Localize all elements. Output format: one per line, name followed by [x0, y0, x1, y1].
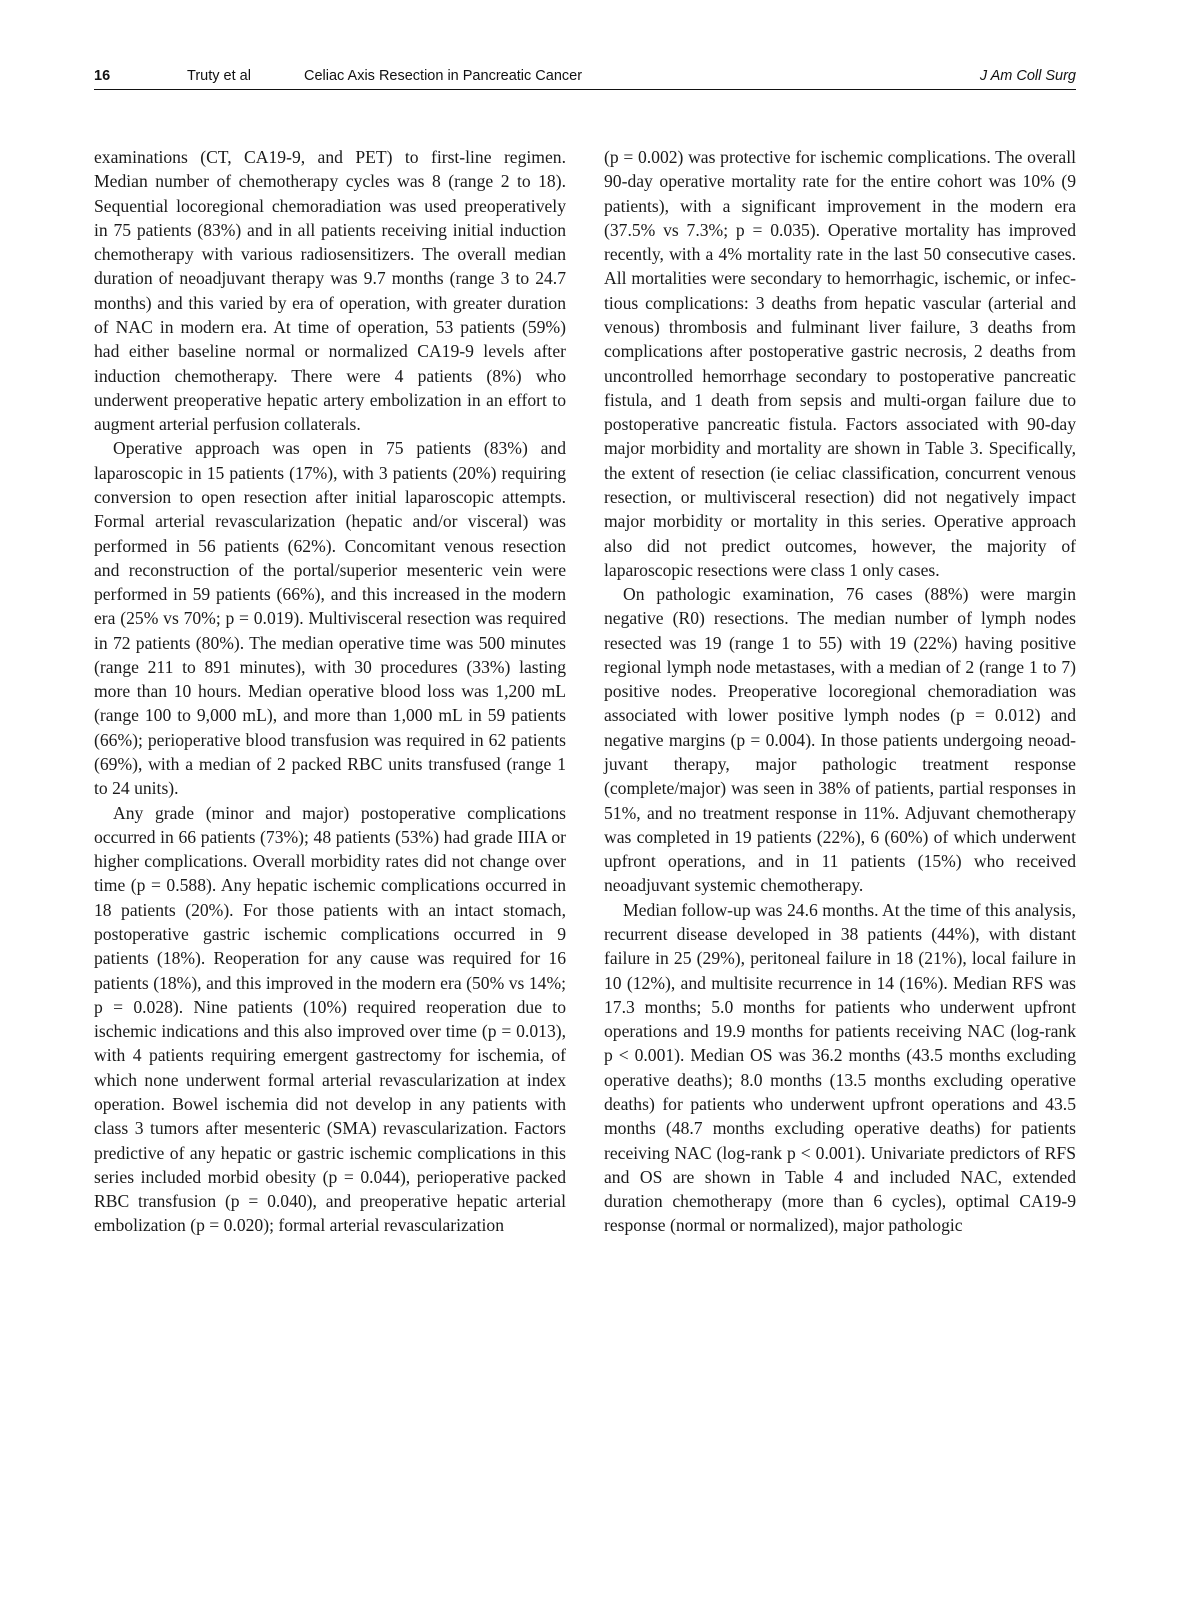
paragraph-neoadjuvant-continued: examinations (CT, CA19-9, and PET) to first-line regimen. Median number of chemotherapy cycles was 8 (range 2 to 18). Sequential locoregional chemoradiation was used preoperatively in 75 patients (83%) and in all patients receiving initial induction chemotherapy with various radiosensitizers. The overall median duration of neoadjuvant therapy was 9.7 months (range 3 to 24.7 months) and this varied by era of operation, with greater duration of NAC in modern era. At time of operation, 53 patients (59%) had either baseline normal or normalized CA19-9 levels after induction chemotherapy. There were 4 patients (8%) who underwent preoperative hepatic artery embolization in an effort to augment arterial perfusion collaterals. [94, 147, 566, 435]
right-column [604, 145, 1076, 1238]
running-header [94, 68, 1076, 90]
running-authors: Truty et al [187, 68, 251, 84]
paragraph-pathology: On pathologic examination, 76 cases (88%) were margin negative (R0) resections. The median number of lymph nodes resected was 19 (range 1 to 55) with 19 (22%) having positive regional lymph node metastases, with a median of 2 (range 1 to 7) positive nodes. Preoperative locoregional chemoradiation was associated with lower positive lymph nodes (p = 0.012) and negative margins (p = 0.004). In those patients undergoing neoadjuvant therapy, major pathologic treatment response (complete/major) was seen in 38% of patients, partial responses in 51%, and no treatment response in 11%. Adjuvant chemotherapy was completed in 19 patients (22%), 6 (60%) of which underwent upfront operations, and in 11 patients (15%) who received neoadjuvant systemic chemotherapy. [604, 584, 1076, 896]
running-title: Celiac Axis Resection in Pancreatic Cancer [304, 68, 583, 84]
page-number: 16 [94, 68, 111, 84]
left-column [94, 145, 566, 1238]
paragraph-operative-approach: Operative approach was open in 75 patients (83%) and laparoscopic in 15 patients (17%), with 3 patients (20%) requiring conversion to open resection after initial laparoscopic attempts. Formal arterial revascularization (hepatic and/or visceral) was performed in 56 patients (62%). Concomitant venous resection and reconstruction of the portal/superior mesenteric vein were performed in 59 patients (66%), and this increased in the modern era (25% vs 70%; p = 0.019). Multivisceral resection was required in 72 patients (80%). The median operative time was 500 minutes (range 211 to 891 minutes), with 30 procedures (33%) lasting more than 10 hours. Median operative blood loss was 1,200 mL (range 100 to 9,000 mL), and more than 1,000 mL in 59 patients (66%); perioperative blood transfusion was required in 62 patients (69%), with a median of 2 packed RBC units transfused (range 1 to 24 units). [94, 438, 566, 799]
header-rule [94, 89, 1076, 90]
journal-name: J Am Coll Surg [979, 68, 1076, 84]
paragraph-complications: Any grade (minor and major) postoperative complications occurred in 66 patients (73%); 48 patients (53%) had grade IIIA or higher complications. Overall morbidity rates did not change over time (p = 0.588). Any hepatic ischemic complications occurred in 18 patients (20%). For those patients with an intact stomach, postoperative gastric ischemic complications occurred in 9 patients (18%). Reoperation for any cause was required for 16 patients (18%), and this improved in the modern era (50% vs 14%; p = 0.028). Nine patients (10%) required reoperation due to ischemic indications and this also improved over time (p = 0.013), with 4 patients requiring emergent gastrectomy for ischemia, of which none underwent formal arterial revascularization at index operation. Bowel ischemia did not develop in any patients with class 3 tumors after mesenteric (SMA) revascularization. Factors predictive of any hepatic or gastric ischemic complications in this series included morbid obesity (p = 0.044), perioperative packed RBC transfusion (p = 0.040), and preoperative hepatic arterial embolization (p = 0.020); formal arterial revascularization [94, 802, 566, 1236]
paragraph-mortality: (p = 0.002) was protective for ischemic complications. The overall 90-day operative mortality rate for the entire cohort was 10% (9 patients), with a significant improvement in the modern era (37.5% vs 7.3%; p = 0.035). Operative mortality has improved recently, with a 4% mortality rate in the last 50 consecutive cases. All mortalities were secondary to hemorrhagic, ischemic, or infectious complications: 3 deaths from hepatic vascular (arterial and venous) thrombosis and fulminant liver failure, 3 deaths from complications after postoperative gastric necrosis, 2 deaths from uncontrolled hemorrhage secondary to postoperative pancreatic fistula, and 1 death from sepsis and multi-organ failure due to postoperative pancreatic fistula. Factors associated with 90-day major morbidity and mortality are shown in Table 3. Specifically, the extent of resection (ie celiac classification, concurrent venous resection, or multivisceral resection) did not negatively impact major morbidity or mortality in this series. Operative approach also did not predict outcomes, however, the majority of laparoscopic resections were class 1 only cases. [604, 147, 1076, 580]
paragraph-follow-up: Median follow-up was 24.6 months. At the time of this analysis, recurrent disease developed in 38 patients (44%), with distant failure in 25 (29%), peritoneal failure in 18 (21%), local failure in 10 (12%), and multisite recurrence in 14 (16%). Median RFS was 17.3 months; 5.0 months for patients who underwent upfront operations and 19.9 months for patients receiving NAC (log-rank p < 0.001). Median OS was 36.2 months (43.5 months excluding operative deaths); 8.0 months (13.5 months excluding operative deaths) for patients who underwent upfront operations and 43.5 months (48.7 months excluding operative deaths) for patients receiving NAC (log-rank p < 0.001). Univariate predictors of RFS and OS are shown in Table 4 and included NAC, extended duration chemotherapy (more than 6 cycles), optimal CA19-9 response (normal or normalized), major pathologic [604, 899, 1076, 1236]
